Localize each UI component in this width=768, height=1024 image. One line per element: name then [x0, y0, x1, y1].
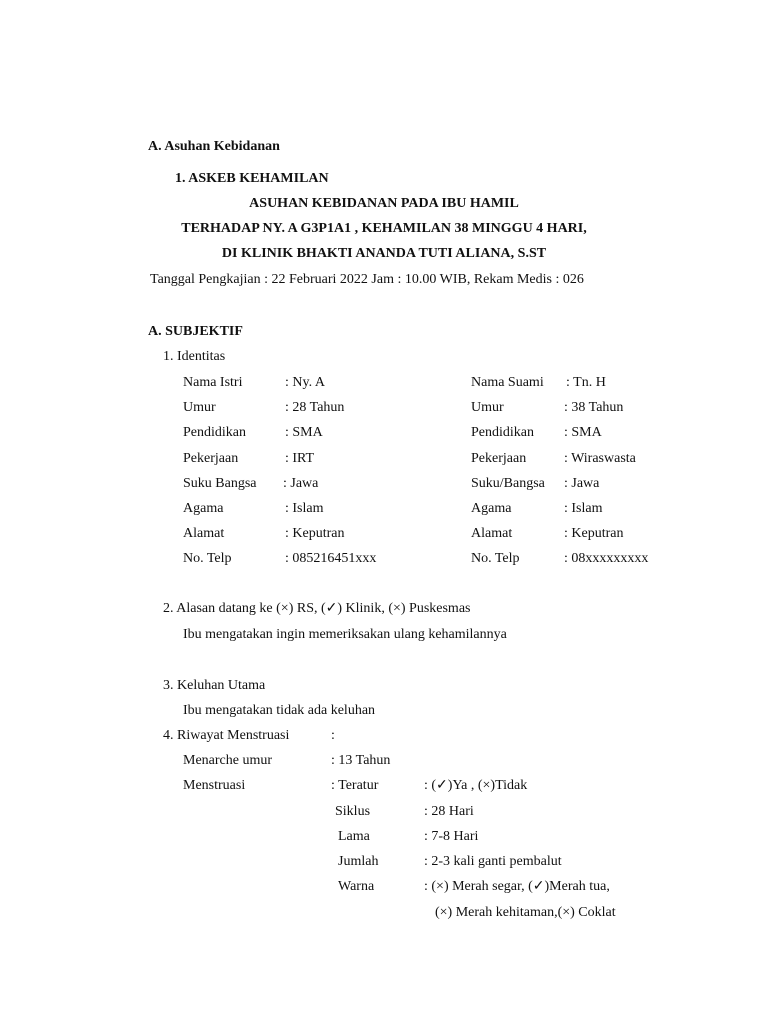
menarche-label: Menarche umur	[183, 753, 273, 768]
wife-label: Pendidikan	[183, 425, 246, 440]
title-line-2: TERHADAP NY. A G3P1A1 , KEHAMILAN 38 MINGGU 4 HARI,	[181, 221, 587, 236]
menarche-value: : 13 Tahun	[331, 753, 391, 768]
sub-heading: 1. ASKEB KEHAMILAN	[175, 171, 329, 186]
subjektif-heading: A. SUBJEKTIF	[148, 324, 243, 339]
wife-label: Suku Bangsa	[183, 476, 257, 491]
wife-value: : Keputran	[285, 526, 345, 541]
assessment-line: Tanggal Pengkajian : 22 Februari 2022 Jam : 10.00 WIB, Rekam Medis : 026	[150, 272, 584, 287]
siklus-label: Siklus	[335, 804, 371, 819]
husband-label: Suku/Bangsa	[471, 476, 545, 491]
wife-label: Agama	[183, 501, 224, 516]
husband-label: Pekerjaan	[471, 451, 527, 466]
riwayat-label: 4. Riwayat Menstruasi	[163, 728, 290, 743]
alasan-label: 2. Alasan datang ke (×) RS, (✓) Klinik, (×) Puskesmas	[163, 601, 471, 616]
wife-value: : SMA	[285, 425, 323, 440]
husband-value: : 08xxxxxxxxx	[564, 551, 649, 566]
warna-value-line-1: : (×) Merah segar, (✓)Merah tua,	[424, 879, 610, 894]
husband-label: Nama Suami	[471, 375, 544, 390]
husband-value: : 38 Tahun	[564, 400, 624, 415]
wife-label: Nama Istri	[183, 375, 243, 390]
husband-value: : Tn. H	[566, 375, 606, 390]
alasan-text: Ibu mengatakan ingin memeriksakan ulang kehamilannya	[183, 627, 507, 642]
title-line-3: DI KLINIK BHAKTI ANANDA TUTI ALIANA, S.ST	[221, 246, 547, 261]
husband-value: : Jawa	[564, 476, 600, 491]
wife-value: : Jawa	[283, 476, 319, 491]
wife-value: : Islam	[285, 501, 324, 516]
warna-label: Warna	[338, 879, 375, 894]
lama-label: Lama	[338, 829, 370, 844]
husband-value: : Wiraswasta	[564, 451, 636, 466]
identitas-label: 1. Identitas	[163, 349, 226, 364]
teratur-value: : (✓)Ya , (×)Tidak	[424, 778, 528, 793]
wife-value: : IRT	[285, 451, 315, 466]
siklus-value: : 28 Hari	[424, 804, 474, 819]
riwayat-colon: :	[331, 728, 335, 743]
husband-value: : Islam	[564, 501, 603, 516]
wife-label: No. Telp	[183, 551, 232, 566]
wife-value: : 085216451xxx	[285, 551, 377, 566]
teratur-label: : Teratur	[331, 778, 379, 793]
warna-value-line-2: (×) Merah kehitaman,(×) Coklat	[435, 905, 616, 920]
wife-label: Pekerjaan	[183, 451, 239, 466]
keluhan-text: Ibu mengatakan tidak ada keluhan	[183, 703, 376, 718]
lama-value: : 7-8 Hari	[424, 829, 479, 844]
jumlah-label: Jumlah	[338, 854, 379, 869]
husband-value: : Keputran	[564, 526, 624, 541]
husband-value: : SMA	[564, 425, 602, 440]
husband-label: Pendidikan	[471, 425, 534, 440]
husband-label: Agama	[471, 501, 512, 516]
menstruasi-label: Menstruasi	[183, 778, 246, 793]
section-heading: A. Asuhan Kebidanan	[148, 139, 280, 154]
jumlah-value: : 2-3 kali ganti pembalut	[424, 854, 562, 869]
wife-value: : Ny. A	[285, 375, 325, 390]
wife-label: Umur	[183, 400, 216, 415]
husband-label: Alamat	[471, 526, 513, 541]
husband-label: Umur	[471, 400, 504, 415]
wife-label: Alamat	[183, 526, 225, 541]
title-line-1: ASUHAN KEBIDANAN PADA IBU HAMIL	[249, 196, 519, 211]
husband-label: No. Telp	[471, 551, 520, 566]
wife-value: : 28 Tahun	[285, 400, 345, 415]
keluhan-label: 3. Keluhan Utama	[163, 678, 266, 693]
